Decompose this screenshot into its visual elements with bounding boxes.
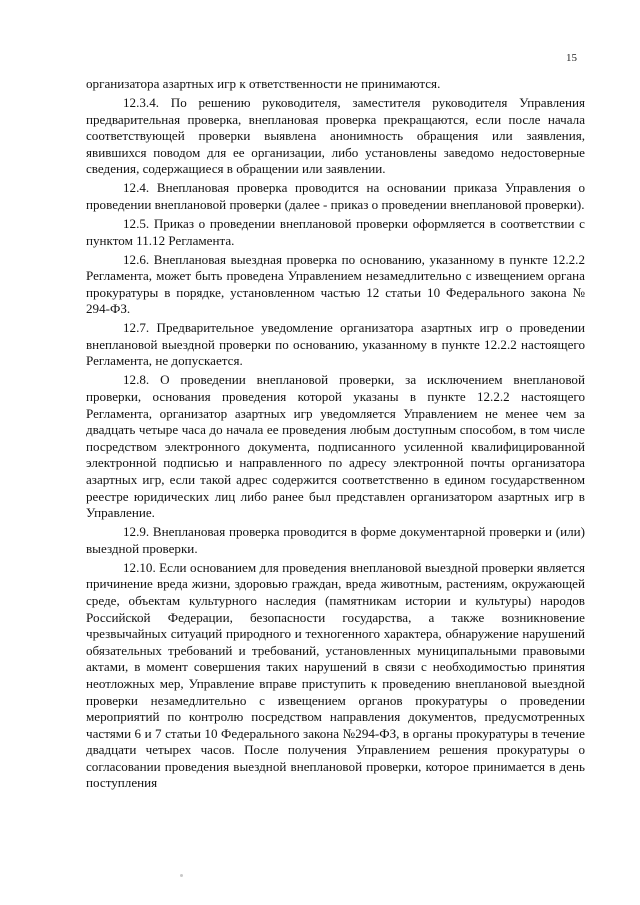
scan-artifact-dot [180, 874, 183, 877]
paragraph-12-3-4: 12.3.4. По решению руководителя, заместителя руководителя Управления предварительная проверка, внеплановая проверка прекращаются, если после начала соответствующей проверки выявлена анонимность обращения или заявления, явившихся поводом для ее организации, либо установлены заведомо недостоверные сведения, содержащиеся в обращении или заявлении. [86, 94, 585, 177]
paragraph-12-10: 12.10. Если основанием для проведения внеплановой выездной проверки является причинение вреда жизни, здоровью граждан, вреда животным, растениям, окружающей среде, объектам культурного наследия (памятникам истории и культуры) народов Российской Федерации, безопасности государства, а также возникновение чрезвычайных ситуаций природного и техногенного характера, обнаружение нарушений обязательных требований и требований, установленных муниципальными правовыми актами, в момент совершения таких нарушений в связи с необходимостью принятия неотложных мер, Управление вправе приступить к проведению внеплановой выездной проверки незамедлительно с извещением органов прокуратуры о проведении мероприятий по контролю посредством направления документов, предусмотренных частями 6 и 7 статьи 10 Федерального закона №294-ФЗ, в органы прокуратуры в течение двадцати четырех часов. После получения Управлением решения прокуратуры о согласовании проведения выездной внеплановой проверки, которое принимается в день поступления [86, 559, 585, 791]
paragraph-12-9: 12.9. Внеплановая проверка проводится в форме документарной проверки и (или) выездной проверки. [86, 524, 585, 556]
page-number: 15 [566, 52, 577, 64]
paragraph-12-6: 12.6. Внеплановая выездная проверка по основанию, указанному в пункте 12.2.2 Регламента, может быть проведена Управлением незамедлительно с извещением органа прокуратуры в порядке, установленном частью 12 статьи 10 Федерального закона № 294-ФЗ. [86, 251, 585, 317]
paragraph-12-7: 12.7. Предварительное уведомление организатора азартных игр о проведении внеплановой выездной проверки по основанию, указанному в пункте 12.2.2 настоящего Регламента, не допускается. [86, 320, 585, 369]
document-body [86, 76, 585, 794]
paragraph-12-4: 12.4. Внеплановая проверка проводится на основании приказа Управления о проведении внеплановой проверки (далее - приказ о проведении внеплановой проверки). [86, 180, 585, 212]
paragraph-12-8: 12.8. О проведении внеплановой проверки, за исключением внеплановой проверки, основания проведения которой указаны в пункте 12.2.2 настоящего Регламента, организатор азартных игр уведомляется Управлением не менее чем за двадцать четыре часа до начала ее проведения любым доступным способом, в том числе посредством электронного документа, подписанного усиленной квалифицированной электронной подписью и направленного по адресу электронной почты организатора азартных игр, если такой адрес содержится соответственно в едином государственном реестре юридических лиц либо ранее был представлен организатором азартных игр в Управление. [86, 372, 585, 521]
paragraph-continuation: организатора азартных игр к ответственности не принимаются. [86, 76, 441, 91]
paragraph-12-5: 12.5. Приказ о проведении внеплановой проверки оформляется в соответствии с пунктом 11.12 Регламента. [86, 215, 585, 248]
